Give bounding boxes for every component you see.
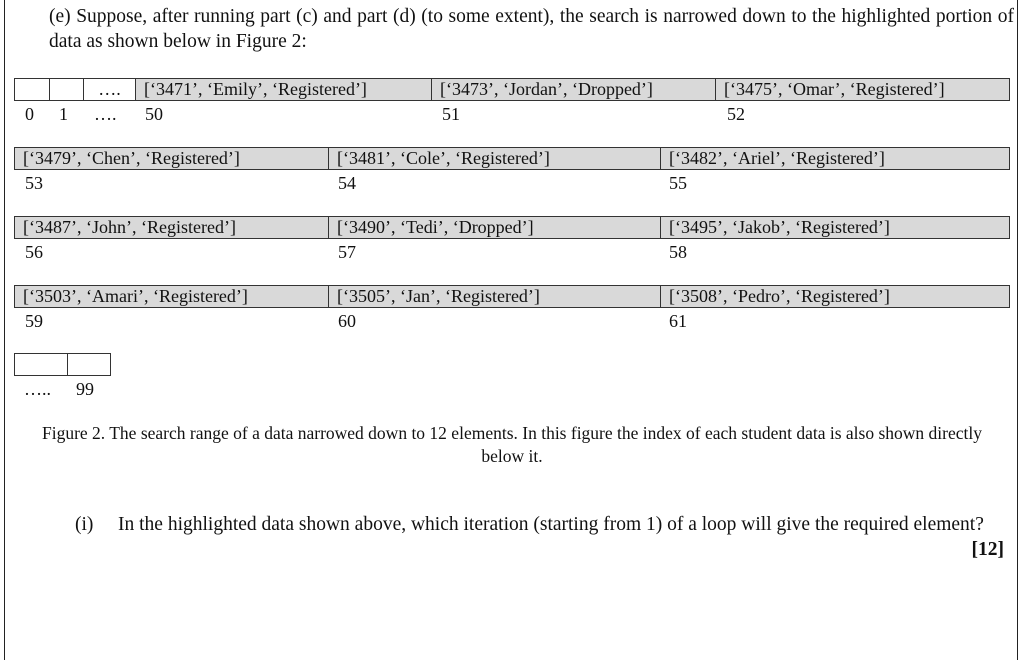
question-text: In the highlighted data shown above, which iteration (starting from 1) of a loop will give the required element? xyxy=(118,514,984,535)
index-label: 58 xyxy=(669,242,687,262)
array-row-1 xyxy=(14,78,1010,101)
array-row-3 xyxy=(14,216,1010,239)
array-cell-99 xyxy=(68,354,110,375)
array-row-tail xyxy=(14,353,111,376)
array-cell-56: [‘3487’, ‘John’, ‘Registered’] xyxy=(15,217,329,238)
index-label: 55 xyxy=(669,173,687,193)
question-marks: [12] xyxy=(971,539,1004,560)
array-cell-53: [‘3479’, ‘Chen’, ‘Registered’] xyxy=(15,148,329,169)
index-label: 54 xyxy=(338,173,356,193)
array-cell-61: [‘3508’, ‘Pedro’, ‘Registered’] xyxy=(661,286,1009,307)
array-cell-54: [‘3481’, ‘Cole’, ‘Registered’] xyxy=(329,148,661,169)
index-label: 53 xyxy=(25,173,43,193)
array-cell-ellipsis: …. xyxy=(84,79,136,100)
array-cell-57: [‘3490’, ‘Tedi’, ‘Dropped’] xyxy=(329,217,661,238)
index-label: 57 xyxy=(338,242,356,262)
index-label: 60 xyxy=(338,311,356,331)
array-cell-58: [‘3495’, ‘Jakob’, ‘Registered’] xyxy=(661,217,1009,238)
array-cell-empty xyxy=(15,354,68,375)
array-cell-50: [‘3471’, ‘Emily’, ‘Registered’] xyxy=(136,79,432,100)
index-label: 56 xyxy=(25,242,43,262)
figure-caption: Figure 2. The search range of a data narrowed down to 12 elements. In this figure the index of each student data is also shown directly below it. xyxy=(41,423,983,466)
index-label: 59 xyxy=(25,311,43,331)
array-cell-51: [‘3473’, ‘Jordan’, ‘Dropped’] xyxy=(432,79,716,100)
array-cell-empty xyxy=(15,79,50,100)
index-ellipsis: ….. xyxy=(24,379,51,399)
array-cell-52: [‘3475’, ‘Omar’, ‘Registered’] xyxy=(716,79,1009,100)
question-intro: (e) Suppose, after running part (c) and part (d) (to some extent), the search is narrowed down to the highlighted portion of data as shown below in Figure 2: xyxy=(49,6,1014,52)
index-label: …. xyxy=(94,104,117,124)
index-label: 61 xyxy=(669,311,687,331)
array-cell-60: [‘3505’, ‘Jan’, ‘Registered’] xyxy=(329,286,661,307)
index-label: 51 xyxy=(442,104,460,124)
index-label: 1 xyxy=(59,104,68,124)
index-label: 99 xyxy=(76,379,94,399)
array-row-2 xyxy=(14,147,1010,170)
array-row-4 xyxy=(14,285,1010,308)
array-cell-empty xyxy=(50,79,84,100)
array-cell-59: [‘3503’, ‘Amari’, ‘Registered’] xyxy=(15,286,329,307)
question-number: (i) xyxy=(75,514,94,535)
array-cell-55: [‘3482’, ‘Ariel’, ‘Registered’] xyxy=(661,148,1009,169)
index-label: 0 xyxy=(25,104,34,124)
index-label: 50 xyxy=(145,104,163,124)
index-label: 52 xyxy=(727,104,745,124)
